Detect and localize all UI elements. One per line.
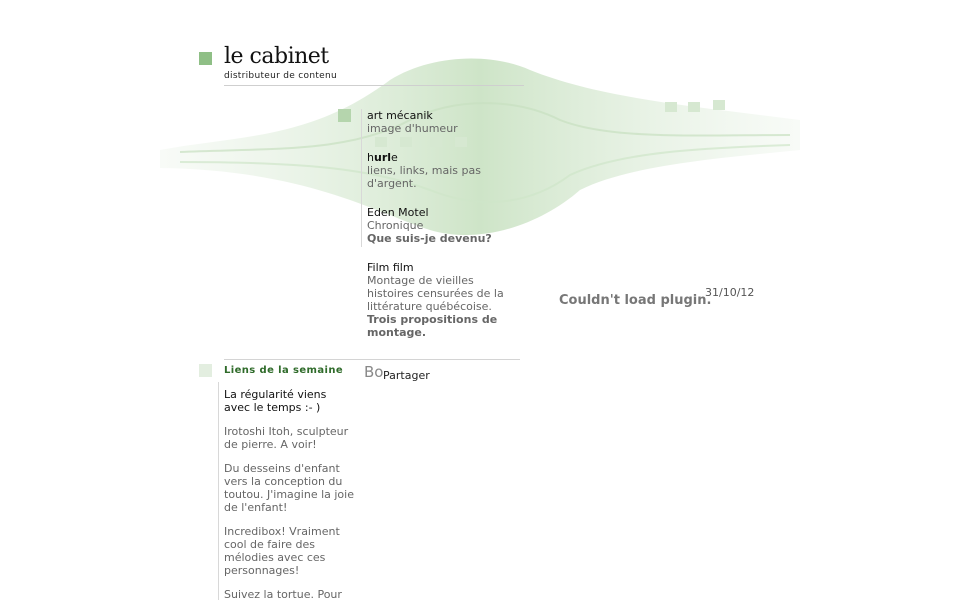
main-menu: [367, 109, 517, 355]
links-heading: Liens de la semaine: [224, 365, 344, 376]
list-item[interactable]: Suivez la tortue. Pour: [224, 588, 342, 601]
menu-item-highlight-link[interactable]: Que suis-je devenu?: [367, 232, 492, 245]
clipped-text-fragment: Bo: [364, 363, 384, 381]
list-item[interactable]: Incredibox! Vraiment cool de faire des mélodies avec ces personnages!: [224, 525, 340, 577]
list-item[interactable]: Du desseins d'enfant vers la conception du toutou. J'imagine la joie de l'enfant!: [224, 462, 354, 514]
list-item[interactable]: Irotoshi Itoh, sculpteur de pierre. A voir!: [224, 425, 349, 451]
menu-item-desc: Chronique: [367, 219, 424, 232]
site-subtitle: distributeur de contenu: [224, 71, 338, 81]
menu-item-desc: liens, links, mais pas d'argent.: [367, 164, 481, 190]
links-vertical-divider: [218, 382, 219, 600]
menu-item-hurle[interactable]: [367, 151, 517, 190]
weekly-links-list: [224, 388, 354, 612]
menu-item-title[interactable]: Eden Motel: [367, 206, 429, 219]
menu-item-title[interactable]: Film film: [367, 261, 414, 274]
menu-item-eden-motel[interactable]: [367, 206, 517, 245]
menu-item-title[interactable]: art mécanik: [367, 109, 433, 122]
logo-square-icon: [199, 52, 212, 65]
menu-item-highlight-link[interactable]: Trois propositions de montage.: [367, 313, 498, 339]
links-divider: [224, 359, 520, 360]
menu-item-title[interactable]: hurle: [367, 151, 398, 164]
menu-item-art-mecanik[interactable]: [367, 109, 517, 135]
plugin-error-message[interactable]: Couldn't load plugin.: [559, 293, 712, 308]
links-square-icon: [199, 364, 212, 377]
list-item[interactable]: La régularité viens avec le temps :- ): [224, 388, 327, 414]
menu-item-desc: Montage de vieilles histoires censurées de la littérature québécoise.: [367, 274, 504, 313]
share-button[interactable]: Partager: [383, 369, 430, 382]
menu-divider: [361, 109, 362, 247]
menu-item-desc: image d'humeur: [367, 122, 458, 135]
menu-square-icon: [338, 109, 351, 122]
title-divider: [224, 85, 524, 86]
site-title[interactable]: le cabinet: [224, 44, 329, 69]
menu-item-film-film[interactable]: [367, 261, 517, 339]
post-date: 31/10/12: [705, 286, 755, 299]
